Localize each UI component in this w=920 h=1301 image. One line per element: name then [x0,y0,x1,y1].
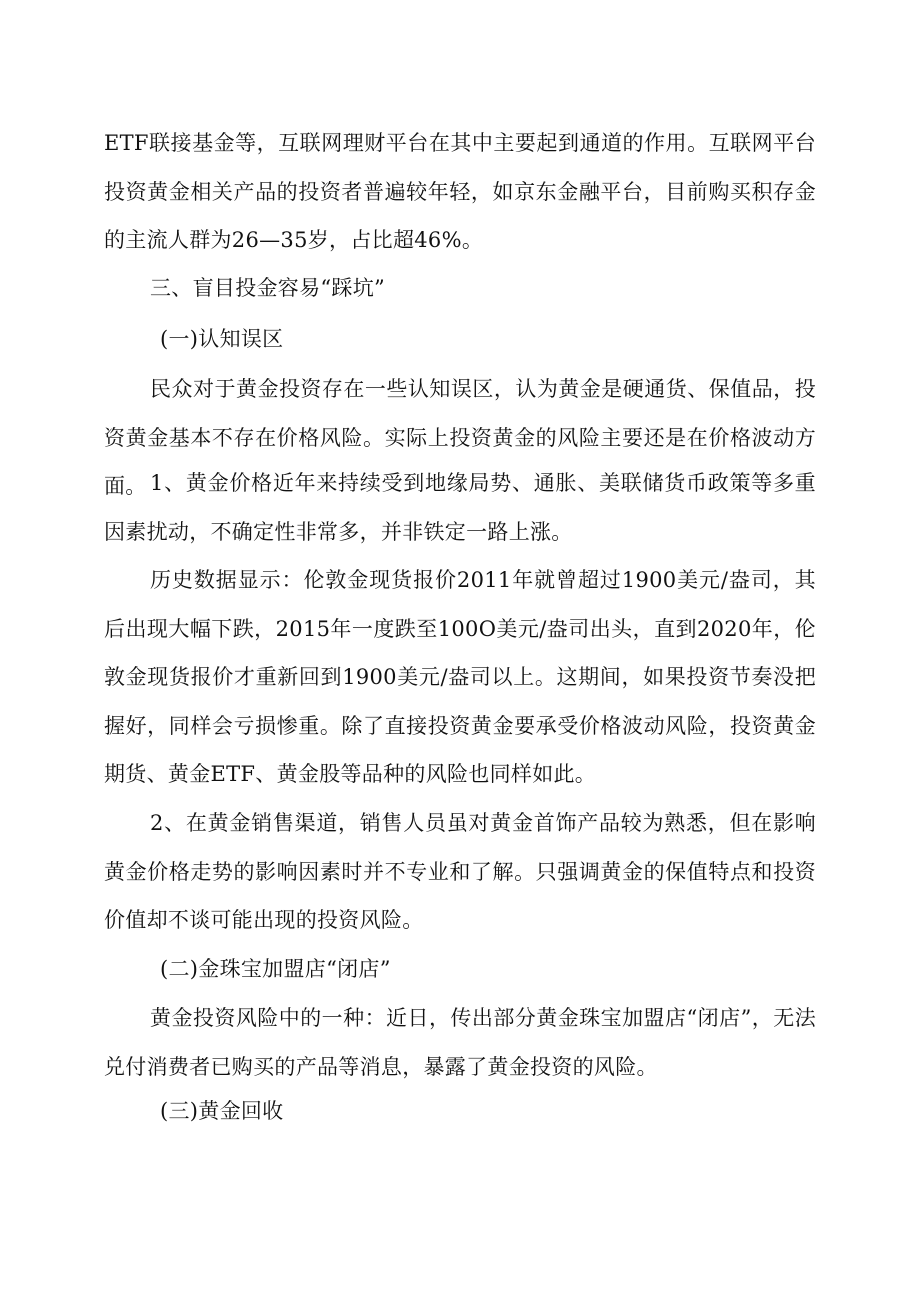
paragraph-etf-platforms: ETF联接基金等，互联网理财平台在其中主要起到通道的作用。互联网平台投资黄金相关产品的投资者普遍较年轻，如京东金融平台，目前购买积存金的主流人群为26—35岁，占比超46%。 [104,131,816,252]
paragraph-store-closures: 黄金投资风险中的一种：近日，传出部分黄金珠宝加盟店“闭店”，无法兑付消费者已购买的产品等消息，暴露了黄金投资的风险。 [104,1006,816,1079]
section-heading-three: 三、盲目投金容易“踩坑” [150,276,386,300]
paragraph-sales-channel: 2、在黄金销售渠道，销售人员虽对黄金首饰产品较为熟悉，但在影响黄金价格走势的影响因素时并不专业和了解。只强调黄金的保值特点和投资价值却不谈可能出现的投资风险。 [104,811,816,932]
paragraph-historical-data: 历史数据显示：伦敦金现货报价2011年就曾超过1900美元/盎司，其后出现大幅下跌，2015年一度跌至100O美元/盎司出头，直到2020年，伦敦金现货报价才重新回到1900美元/盎司以上。这期间，如果投资节奏没把握好，同样会亏损惨重。除了直接投资黄金要承受价格波动风险，投资黄金期货、黄金ETF、黄金股等品种的风险也同样如此。 [104,568,816,786]
subheading-gold-recycling: (三)黄金回收 [160,1099,284,1123]
paragraph-price-factors: 1、黄金价格近年来持续受到地缘局势、通胀、美联储货币政策等多重因素扰动，不确定性非常多，并非铁定一路上涨。 [104,471,816,544]
subheading-cognitive-errors: (一)认知误区 [160,327,284,351]
paragraph-misconceptions: 民众对于黄金投资存在一些认知误区，认为黄金是硬通货、保值品，投资黄金基本不存在价格风险。实际上投资黄金的风险主要还是在价格波动方面。 [104,377,816,498]
subheading-store-closures: (二)金珠宝加盟店“闭店” [160,957,391,981]
